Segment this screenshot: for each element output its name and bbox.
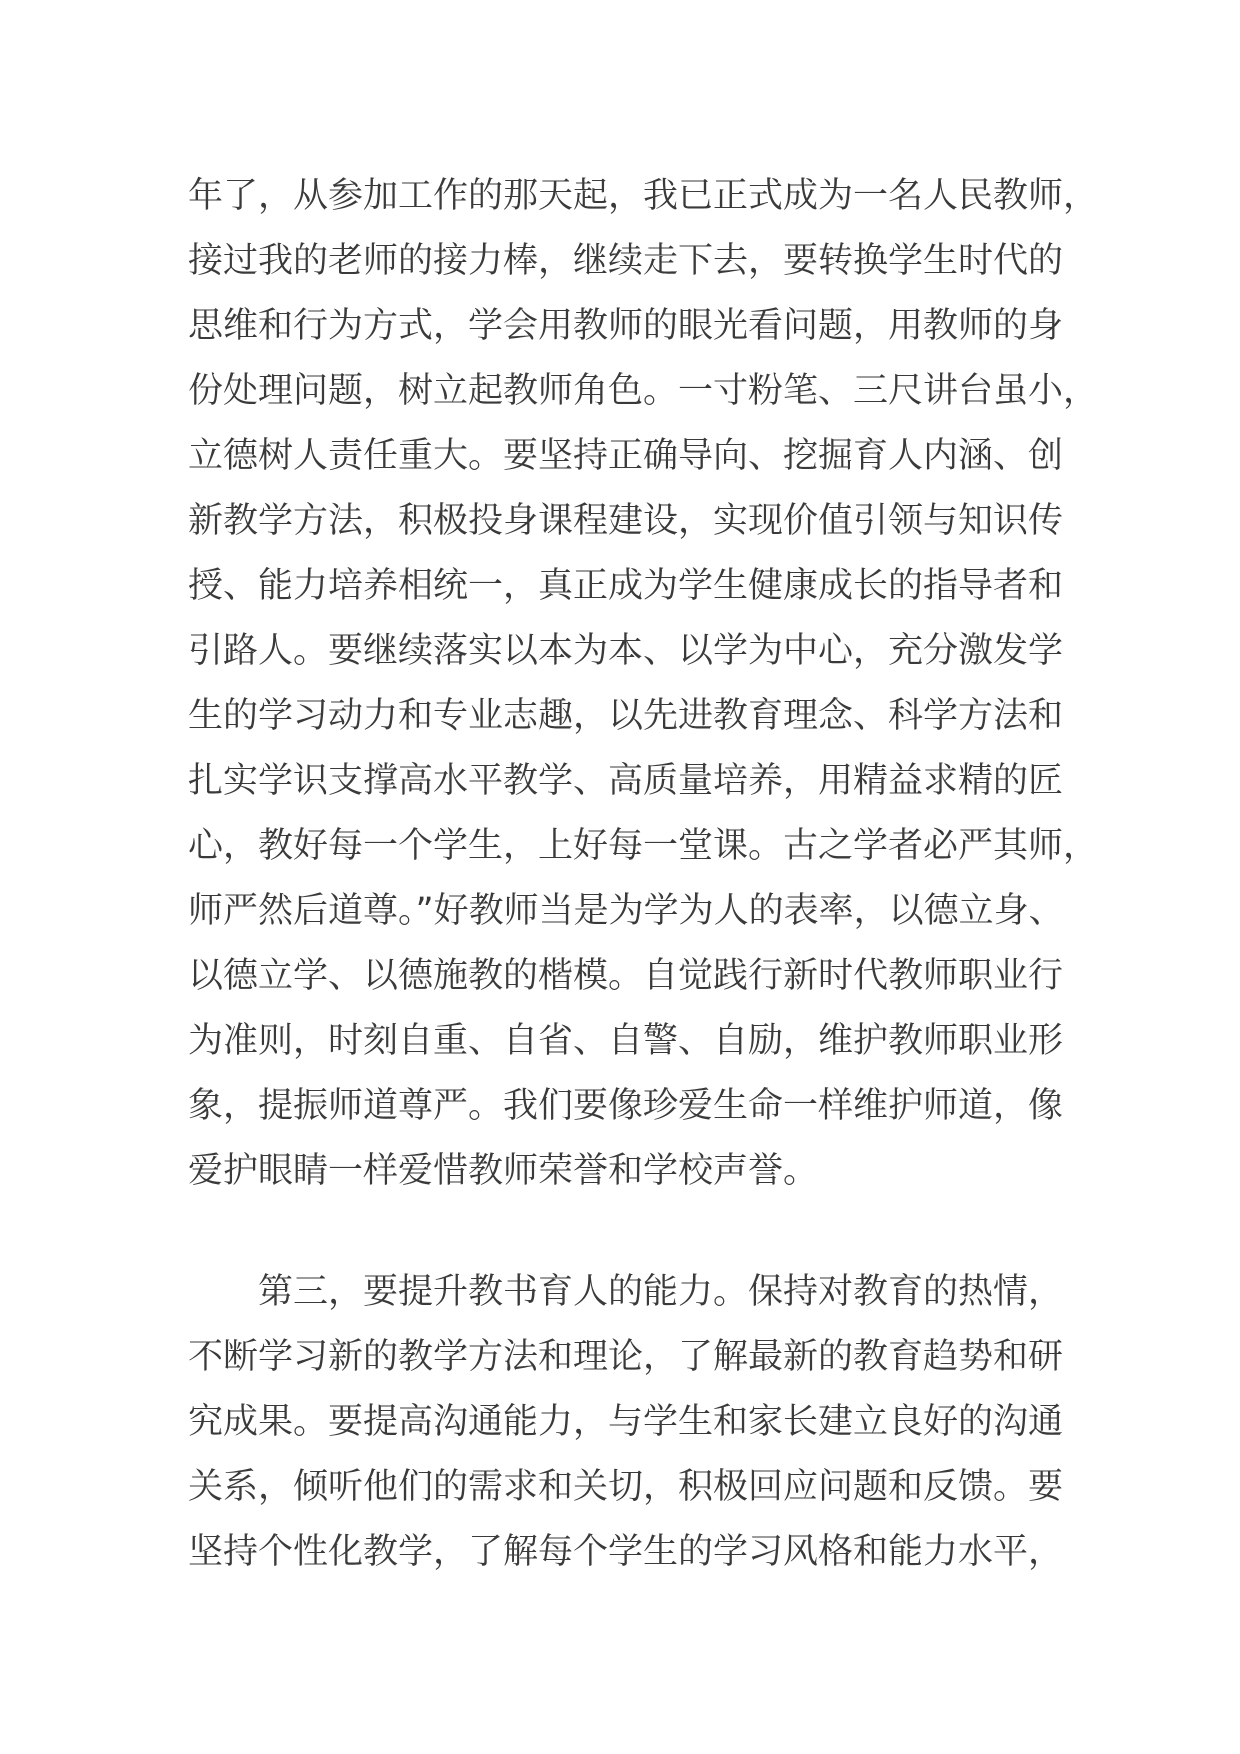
paragraph-third-point (188, 1260, 1068, 1585)
text-line: 以德立学、以德施教的楷模。自觉践行新时代教师职业行 (188, 956, 1064, 996)
text-line: 年了，从参加工作的那天起，我已正式成为一名人民教师， (188, 176, 1099, 216)
text-line: 师严然后道尊。”好教师当是为学为人的表率，以德立身、 (188, 891, 1064, 931)
text-line: 爱护眼睛一样爱惜教师荣誉和学校声誉。 (188, 1151, 819, 1191)
text-line: 不断学习新的教学方法和理论，了解最新的教育趋势和研 (188, 1337, 1064, 1377)
text-line: 扎实学识支撑高水平教学、高质量培养，用精益求精的匠 (188, 761, 1064, 801)
text-line: 引路人。要继续落实以本为本、以学为中心，充分激发学 (188, 631, 1064, 671)
text-line: 份处理问题，树立起教师角色。一寸粉笔、三尺讲台虽小， (188, 371, 1099, 411)
text-line: 象，提振师道尊严。我们要像珍爱生命一样维护师道，像 (188, 1086, 1064, 1126)
text-line-indented: 第三，要提升教书育人的能力。保持对教育的热情， (258, 1272, 1064, 1312)
text-line: 授、能力培养相统一，真正成为学生健康成长的指导者和 (188, 566, 1064, 606)
text-line: 关系，倾听他们的需求和关切，积极回应问题和反馈。要 (188, 1467, 1064, 1507)
text-line: 为准则，时刻自重、自省、自警、自励，维护教师职业形 (188, 1021, 1064, 1061)
paragraph-continued (188, 164, 1099, 1204)
text-line: 新教学方法，积极投身课程建设，实现价值引领与知识传 (188, 501, 1064, 541)
text-line: 思维和行为方式，学会用教师的眼光看问题，用教师的身 (188, 306, 1064, 346)
text-line: 坚持个性化教学，了解每个学生的学习风格和能力水平， (188, 1532, 1064, 1572)
text-line: 究成果。要提高沟通能力，与学生和家长建立良好的沟通 (188, 1402, 1064, 1442)
text-line: 心，教好每一个学生，上好每一堂课。古之学者必严其师， (188, 826, 1099, 866)
text-line: 接过我的老师的接力棒，继续走下去，要转换学生时代的 (188, 241, 1064, 281)
text-line: 立德树人责任重大。要坚持正确导向、挖掘育人内涵、创 (188, 436, 1064, 476)
text-line: 生的学习动力和专业志趣，以先进教育理念、科学方法和 (188, 696, 1064, 736)
